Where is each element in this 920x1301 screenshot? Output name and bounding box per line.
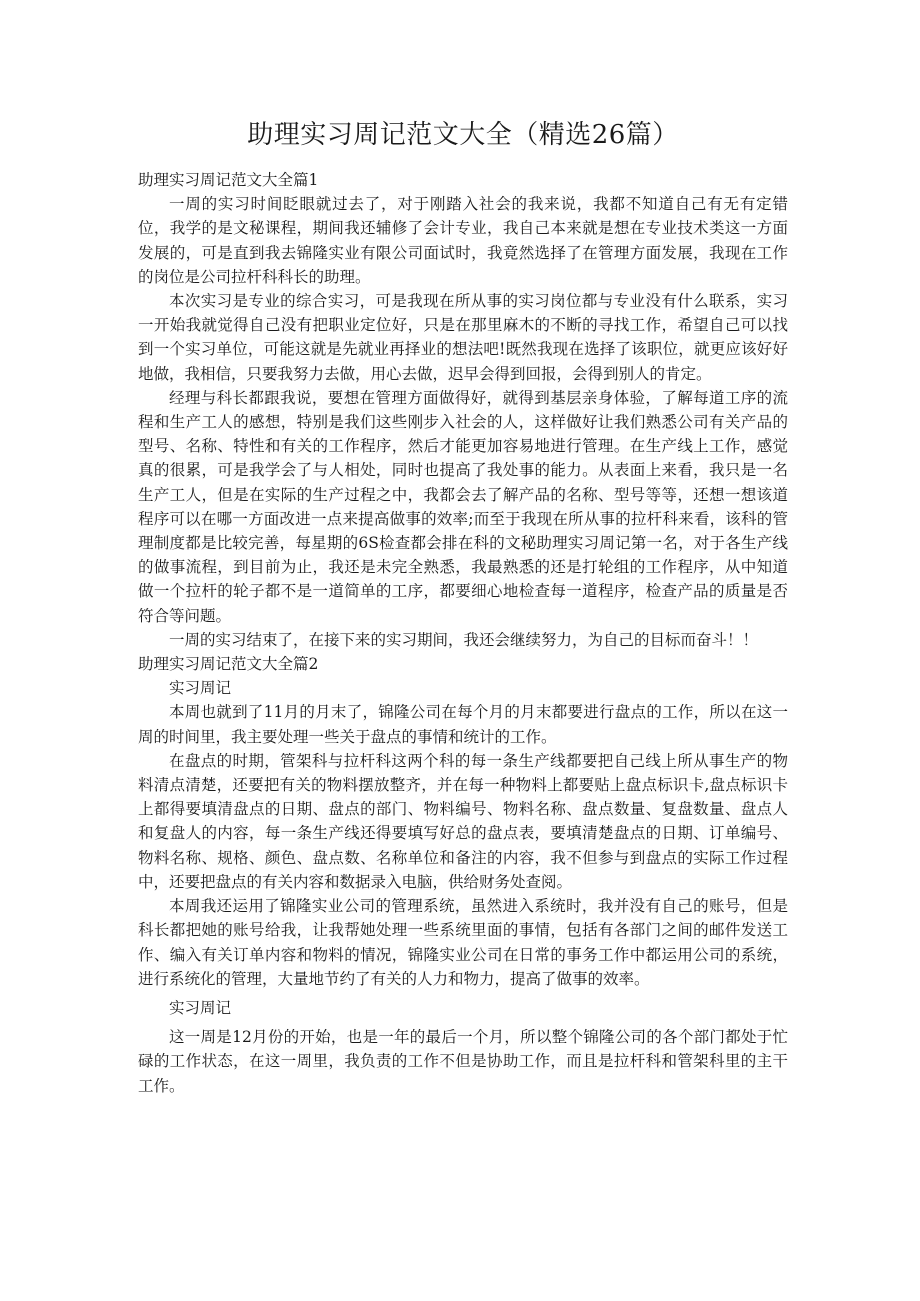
paragraph: 一周的实习时间眨眼就过去了，对于刚踏入社会的我来说，我都不知道自己有无有定错位，我学的是文秘课程，期间我还辅修了会计专业，我自己本来就是想在专业技术类这一方面发展的，可是直到我去锦隆实业有限公司面试时，我竟然选择了在管理方面发展，我现在工作的岗位是公司拉杆科科长的助理。 [138, 195, 788, 286]
section-heading: 助理实习周记范文大全篇2 [138, 655, 319, 674]
paragraph: 在盘点的时期，管架科与拉杆科这两个科的每一条生产线都要把自己线上所从事生产的物料清点清楚，还要把有关的物料摆放整齐，并在每一种物料上都要贴上盘点标识卡,盘点标识卡上都得要填清盘点的日期、盘点的部门、物料编号、物料名称、盘点数量、复盘数量、盘点人和复盘人的内容，每一条生产线还得要填写好总的盘点表，要填清楚盘点的日期、订单编号、物料名称、规格、颜色、盘点数、名称单位和备注的内容，我不但参与到盘点的实际工作过程中，还要把盘点的有关内容和数据录入电脑，供给财务处查阅。 [138, 751, 788, 891]
document-page [138, 118, 788, 1098]
paragraph: 这一周是12月份的开始，也是一年的最后一个月，所以整个锦隆公司的各个部门都处于忙碌的工作状态，在这一周里，我负责的工作不但是协助工作，而且是拉杆科和管架科里的主干工作。 [138, 1028, 788, 1095]
paragraph: 一周的实习结束了，在接下来的实习期间，我还会继续努力，为自己的目标而奋斗！！ [169, 630, 759, 649]
paragraph: 本周我还运用了锦隆实业公司的管理系统，虽然进入系统时，我并没有自己的账号，但是科长都把她的账号给我，让我帮她处理一些系统里面的事情，包括有各部门之间的邮件发送工作、编入有关订单内容和物料的情况，锦隆实业公司在日常的事务工作中都运用公司的系统，进行系统化的管理，大量地节约了有关的人力和物力，提高了做事的效率。 [138, 897, 788, 988]
document-title: 助理实习周记范文大全（精选26篇） [247, 120, 679, 150]
paragraph: 本周也就到了11月的月末了，锦隆公司在每个月的月末都要进行盘点的工作，所以在这一周的时间里，我主要处理一些关于盘点的事情和统计的工作。 [138, 703, 788, 746]
subheading: 实习周记 [169, 998, 232, 1017]
subheading: 实习周记 [169, 679, 232, 698]
paragraph: 本次实习是专业的综合实习，可是我现在所从事的实习岗位都与专业没有什么联系，实习一开始我就觉得自己没有把职业定位好，只是在那里麻木的不断的寻找工作，希望自己可以找到一个实习单位，可能这就是先就业再择业的想法吧!既然我现在选择了该职位，就更应该好好地做，我相信，只要我努力去做，用心去做，迟早会得到回报，会得到别人的肯定。 [138, 292, 788, 383]
paragraph: 经理与科长都跟我说，要想在管理方面做得好，就得到基层亲身体验，了解每道工序的流程和生产工人的感想，特别是我们这些刚步入社会的人，这样做好让我们熟悉公司有关产品的型号、名称、特性和有关的工作程序，然后才能更加容易地进行管理。在生产线上工作，感觉真的很累，可是我学会了与人相处，同时也提高了我处事的能力。从表面上来看，我只是一名生产工人，但是在实际的生产过程之中，我都会去了解产品的名称、型号等等，还想一想该道程序可以在哪一方面改进一点来提高做事的效率;而至于我现在所从事的拉杆科来看，该科的管理制度都是比较完善，每星期的6S检查都会排在科的文秘助理实习周记第一名，对于各生产线的做事流程，到目前为止，我还是未完全熟悉，我最熟悉的还是打轮组的工作程序，从中知道做一个拉杆的轮子都不是一道简单的工序，都要细心地检查每一道程序，检查产品的质量是否符合等问题。 [138, 388, 788, 625]
section-heading: 助理实习周记范文大全篇1 [138, 171, 319, 189]
